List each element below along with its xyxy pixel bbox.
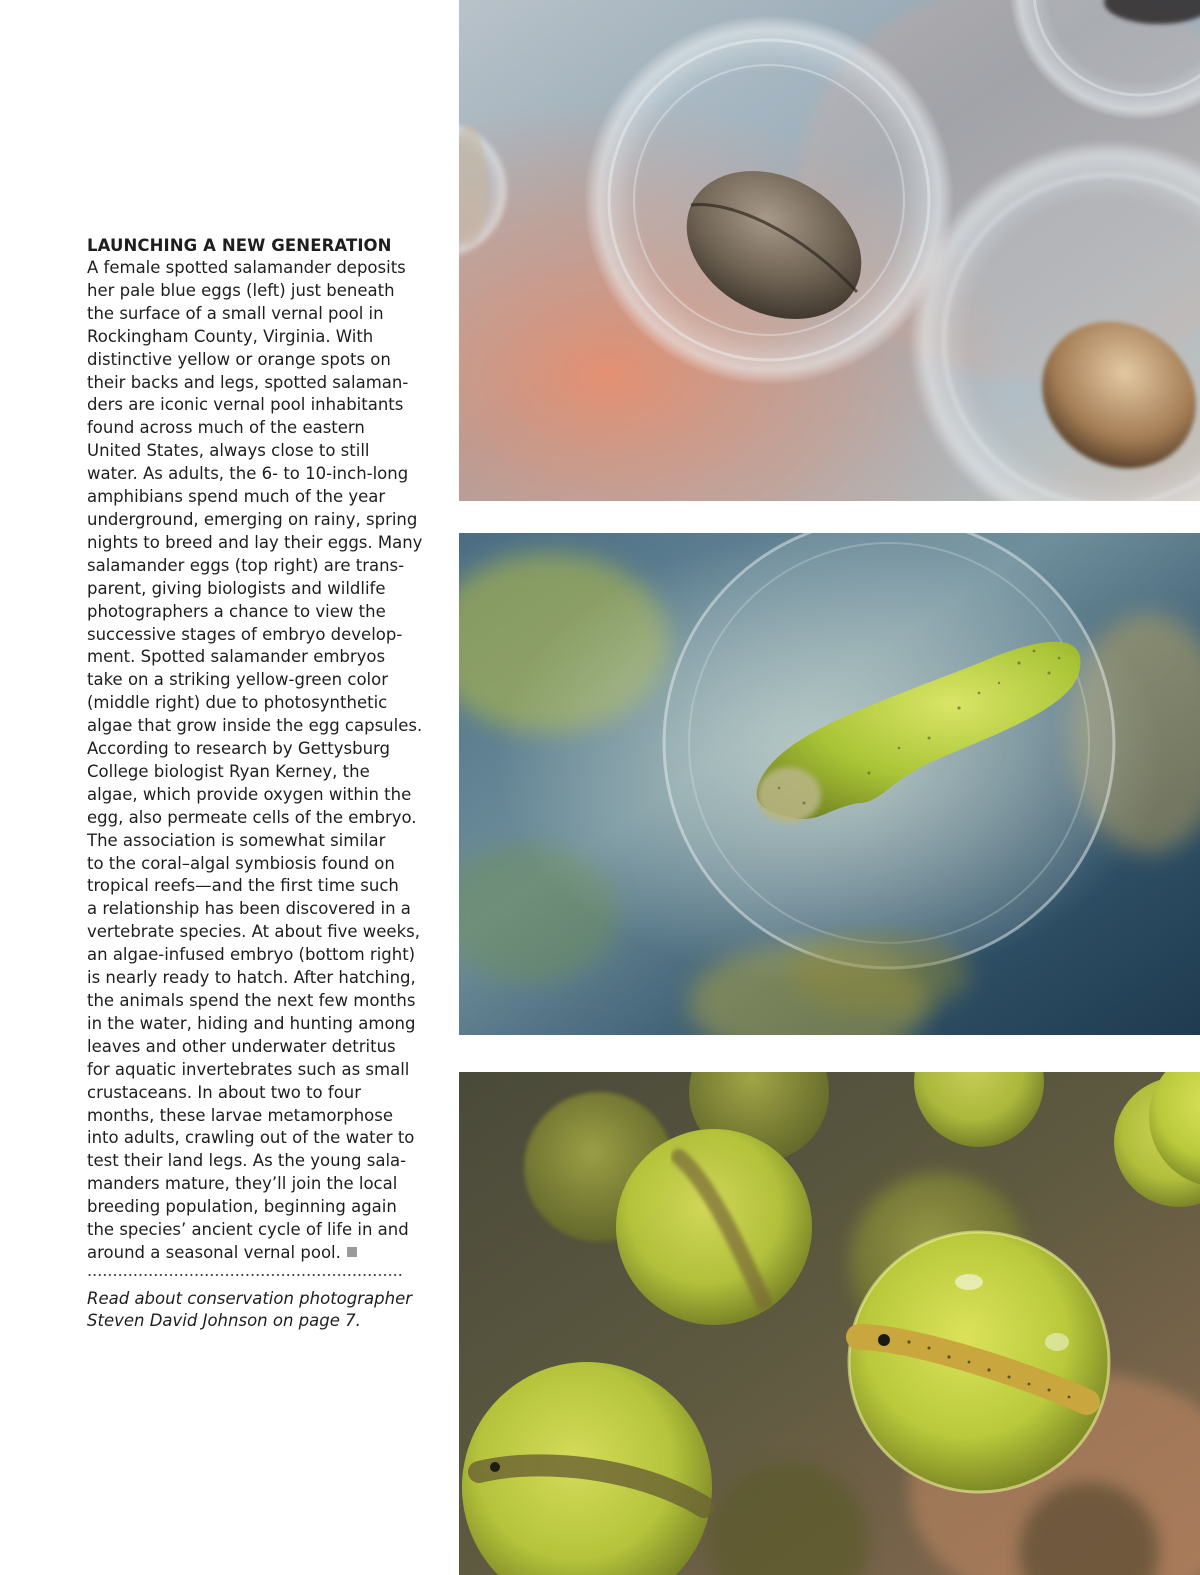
dotted-divider — [87, 1274, 403, 1276]
photo-green-embryo — [459, 533, 1200, 1035]
body-line: her pale blue eggs (left) just beneath — [87, 280, 395, 300]
body-line: their backs and legs, spotted salaman- — [87, 372, 409, 392]
body-line: successive stages of embryo develop- — [87, 624, 403, 644]
photo-embryos-near-hatching — [459, 1072, 1200, 1575]
body-line: The association is somewhat similar — [87, 830, 386, 850]
body-line: the animals spend the next few months — [87, 991, 416, 1010]
body-line: egg, also permeate cells of the embryo. — [87, 807, 417, 827]
article-body — [87, 257, 423, 1265]
body-line: According to research by Gettysburg — [87, 739, 391, 759]
body-line: in the water, hiding and hunting among — [87, 1013, 416, 1033]
body-line: take on a striking yellow-green color — [87, 670, 389, 690]
body-line: underground, emerging on rainy, spring — [87, 509, 418, 529]
body-line: ders are iconic vernal pool inhabitants — [87, 395, 404, 415]
body-line: found across much of the eastern — [87, 418, 365, 438]
body-line: water. As adults, the 6- to 10-inch-long — [87, 464, 409, 484]
body-line: is nearly ready to hatch. After hatching, — [87, 968, 416, 988]
body-line: test their land legs. As the young sala- — [87, 1151, 407, 1171]
body-line: photographers a chance to view the — [87, 601, 386, 621]
body-line: (middle right) due to photosynthetic — [87, 693, 388, 713]
article-text-column — [87, 234, 423, 1333]
body-line: ment. Spotted salamander embryos — [87, 647, 386, 667]
photo-transparent-eggs — [459, 0, 1200, 501]
body-line: crustaceans. In about two to four — [87, 1082, 362, 1102]
credit-line: Steven David Johnson on page 7. — [87, 1311, 361, 1331]
body-line: breeding population, beginning again — [87, 1197, 397, 1217]
body-line: manders mature, they’ll join the local — [87, 1174, 398, 1194]
body-line: into adults, crawling out of the water to — [87, 1128, 415, 1148]
photographer-credit-note — [87, 1288, 413, 1333]
body-line: nights to breed and lay their eggs. Many — [87, 532, 423, 552]
article-headline: LAUNCHING A NEW GENERATION — [87, 236, 392, 255]
body-line: tropical reefs—and the first time such — [87, 876, 399, 896]
body-line: amphibians spend much of the year — [87, 487, 386, 507]
end-of-article-square-icon — [347, 1247, 357, 1257]
body-line-last — [87, 1242, 405, 1265]
body-line: algae that grow inside the egg capsules. — [87, 716, 423, 736]
body-line: leaves and other underwater detritus — [87, 1036, 396, 1056]
body-line: vertebrate species. At about five weeks, — [87, 922, 420, 942]
body-line: United States, always close to still — [87, 441, 370, 461]
body-line: parent, giving biologists and wildlife — [87, 578, 386, 598]
body-line: the surface of a small vernal pool in — [87, 303, 384, 323]
body-line: for aquatic invertebrates such as small — [87, 1059, 410, 1079]
body-line: to the coral–algal symbiosis found on — [87, 853, 395, 873]
body-line: an algae-infused embryo (bottom right) — [87, 945, 416, 965]
body-line: A female spotted salamander deposits — [87, 258, 406, 277]
body-line: distinctive yellow or orange spots on — [87, 349, 391, 369]
body-line: the species’ ancient cycle of life in and — [87, 1220, 409, 1240]
body-line: algae, which provide oxygen within the — [87, 784, 412, 804]
credit-line: Read about conservation photographer — [87, 1288, 413, 1308]
body-line: Rockingham County, Virginia. With — [87, 326, 374, 346]
body-line: months, these larvae metamorphose — [87, 1105, 393, 1125]
body-line: around a seasonal vernal pool. — [87, 1242, 341, 1262]
body-line: College biologist Ryan Kerney, the — [87, 761, 370, 781]
body-line: salamander eggs (top right) are trans- — [87, 555, 405, 575]
body-line: a relationship has been discovered in a — [87, 899, 411, 919]
